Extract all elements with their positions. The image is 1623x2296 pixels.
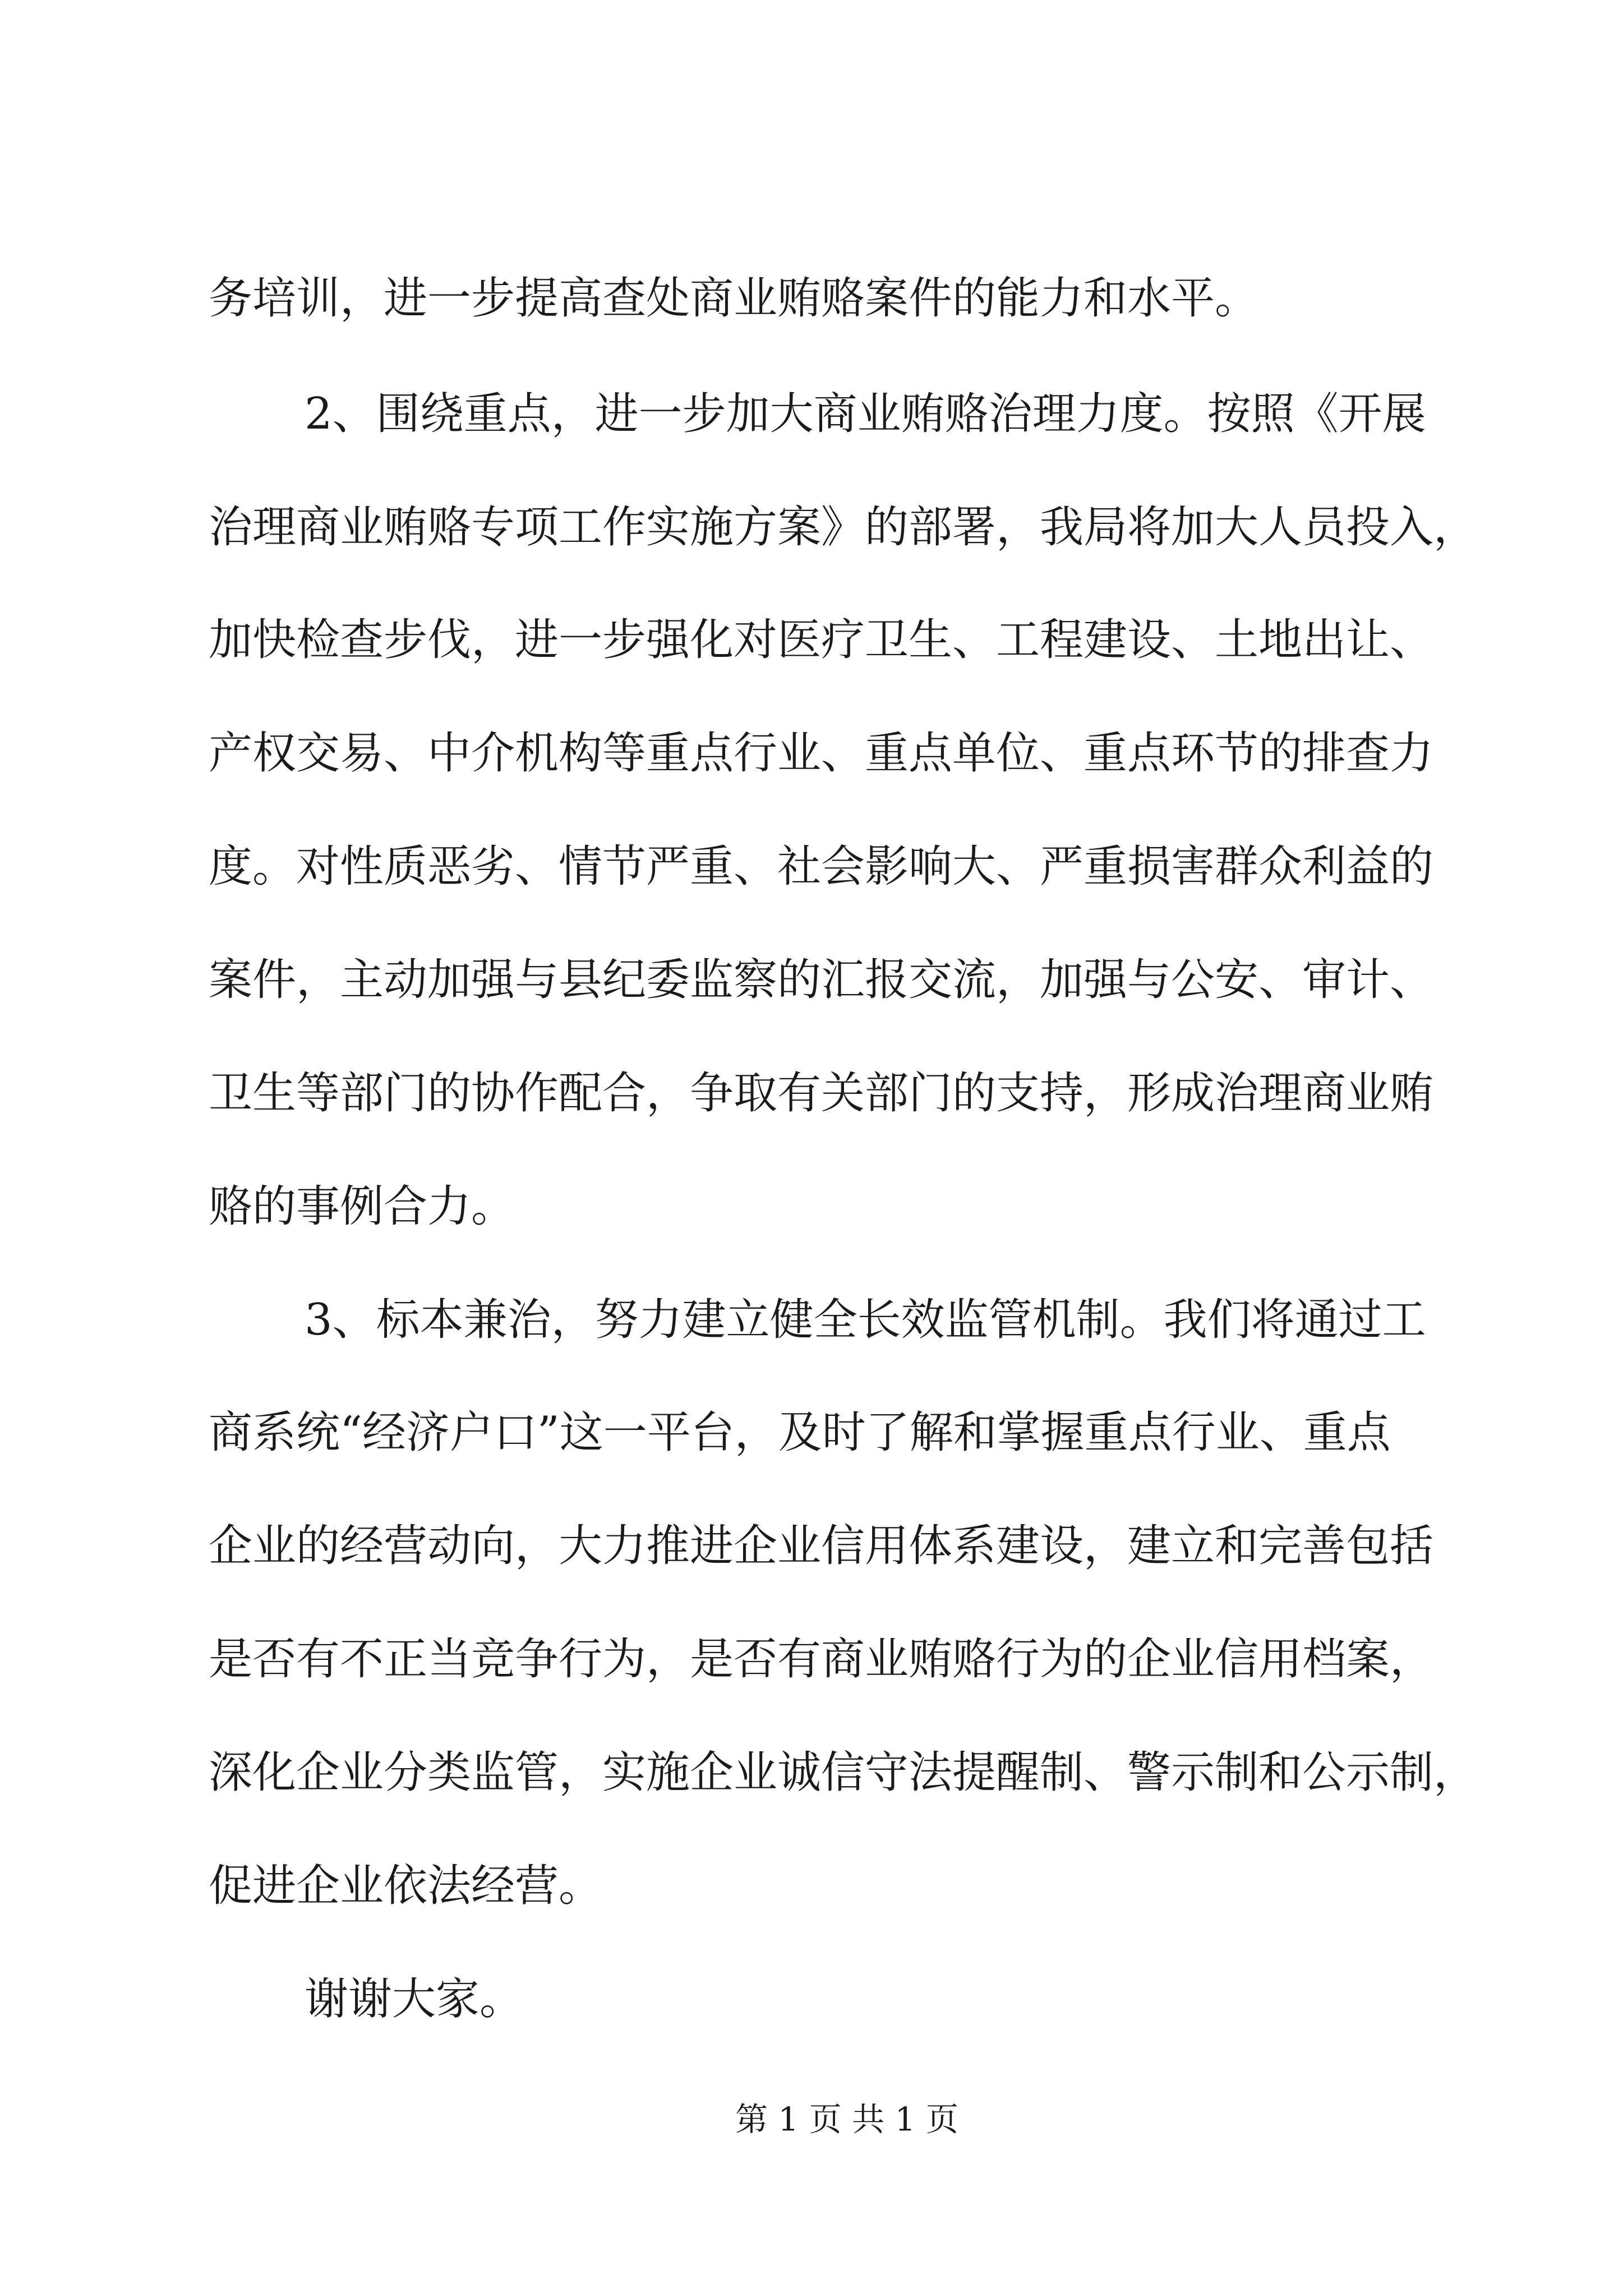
body-line: 产权交易、中介机构等重点行业、重点单位、重点环节的排查力 [209, 728, 1434, 779]
body-line: 治理商业贿赂专项工作实施方案》的部署，我局将加大人员投入， [209, 502, 1478, 553]
body-line: 是否有不正当竞争行为，是否有商业贿赂行为的企业信用档案， [209, 1634, 1434, 1685]
body-line: 企业的经营动向，大力推进企业信用体系建设，建立和完善包括 [209, 1521, 1434, 1571]
body-line: 案件，主动加强与县纪委监察的汇报交流，加强与公安、审计、 [209, 955, 1434, 1005]
body-line: 促进企业依法经营。 [209, 1861, 603, 1911]
body-line: 3、标本兼治，努力建立健全长效监管机制。我们将通过工 [305, 1295, 1426, 1345]
body-line: 商系统“经济户口”这一平台，及时了解和掌握重点行业、重点 [209, 1407, 1391, 1458]
body-line: 谢谢大家。 [305, 1974, 524, 2024]
page-number-footer: 第 1 页 共 1 页 [735, 2100, 958, 2138]
body-line: 卫生等部门的协作配合，争取有关部门的支持，形成治理商业贿 [209, 1068, 1434, 1119]
body-line: 度。对性质恶劣、情节严重、社会影响大、严重损害群众利益的 [209, 841, 1434, 892]
body-line: 深化企业分类监管，实施企业诚信守法提醒制、警示制和公示制， [209, 1747, 1478, 1798]
body-line: 加快检查步伐，进一步强化对医疗卫生、工程建设、土地出让、 [209, 615, 1434, 665]
body-line: 2、围绕重点，进一步加大商业贿赂治理力度。按照《开展 [305, 389, 1426, 439]
body-line: 赂的事例合力。 [209, 1181, 515, 1232]
body-line: 务培训，进一步提高查处商业贿赂案件的能力和水平。 [209, 273, 1259, 324]
